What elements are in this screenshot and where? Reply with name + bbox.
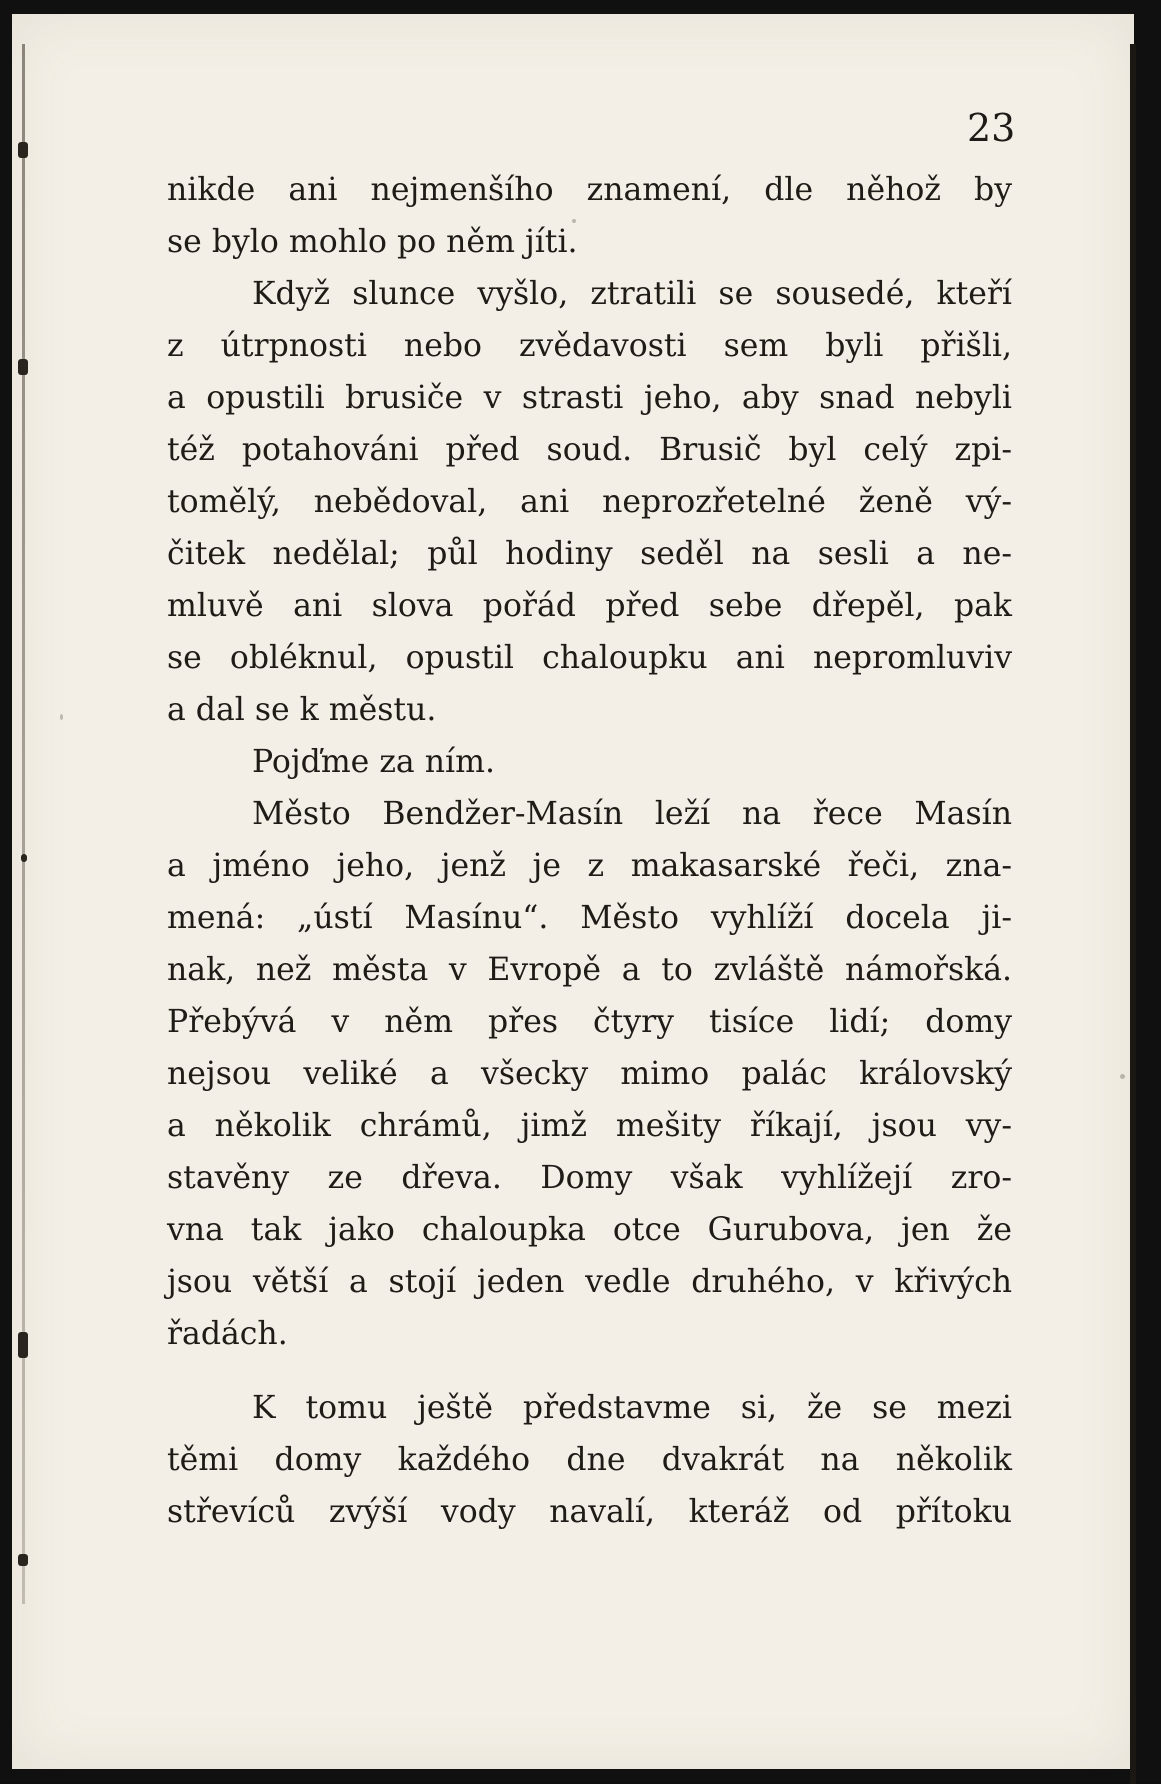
binding-gutter [22,44,25,1604]
text-line: a jméno jeho, jenž je z makasarské řeči, zna- [167,848,1012,884]
text-line: a několik chrámů, jimž mešity říkají, jsou vy- [167,1108,1012,1144]
page-edge-shadow [1130,44,1136,1784]
text-line: řadách. [167,1316,288,1352]
binding-mark [18,142,28,158]
text-line: mluvě ani slova pořád před sebe dřepěl, pak [167,588,1012,624]
text-line: Když slunce vyšlo, ztratili se sousedé, kteří [252,276,1012,312]
text-line: mená: „ústí Masínu“. Město vyhlíží docela ji- [167,900,1012,936]
text-line: se obléknul, opustil chaloupku ani nepromluviv [167,640,1012,676]
text-line: stavěny ze dřeva. Domy však vyhlížejí zro- [167,1160,1012,1196]
text-line: čitek nedělal; půl hodiny seděl na sesli a ne- [167,536,1012,572]
paragraph-gap [167,1360,1012,1382]
text-line: Přebývá v něm přes čtyry tisíce lidí; domy [167,1004,1012,1040]
binding-mark [18,1554,28,1566]
body-text [167,164,1012,1538]
text-line: a opustili brusiče v strasti jeho, aby snad nebyli [167,380,1012,416]
text-line: těmi domy každého dne dvakrát na několik [167,1442,1012,1478]
binding-mark [21,854,27,862]
text-line: též potahováni před soud. Brusič byl celý zpi- [167,432,1012,468]
text-line: z útrpnosti nebo zvědavosti sem byli přišli, [167,328,1012,364]
text-line: Město Bendžer-Masín leží na řece Masín [252,796,1012,832]
text-line: nak, než města v Evropě a to zvláště námořská. [167,952,1012,988]
text-line: jsou větší a stojí jeden vedle druhého, v křivých [167,1264,1012,1300]
text-line: nikde ani nejmenšího znamení, dle něhož by [167,172,1012,208]
binding-mark [18,1332,28,1358]
text-line: Pojďme za ním. [252,744,495,780]
text-line: se bylo mohlo po něm jíti. [167,224,578,260]
book-page [12,14,1134,1769]
text-line: nejsou veliké a všecky mimo palác královský [167,1056,1012,1092]
text-line: vna tak jako chaloupka otce Gurubova, jen že [167,1212,1012,1248]
paper-speck [60,714,63,720]
text-line: tomělý, nebědoval, ani neprozřetelné ženě vý- [167,484,1012,520]
text-line: střevíců zvýší vody navalí, kteráž od přítoku [167,1494,1012,1530]
page-number: 23 [967,106,1016,150]
binding-mark [18,359,28,375]
text-line: K tomu ještě představme si, že se mezi [252,1390,1012,1426]
paper-speck [1120,1074,1125,1079]
text-line: a dal se k městu. [167,692,437,728]
